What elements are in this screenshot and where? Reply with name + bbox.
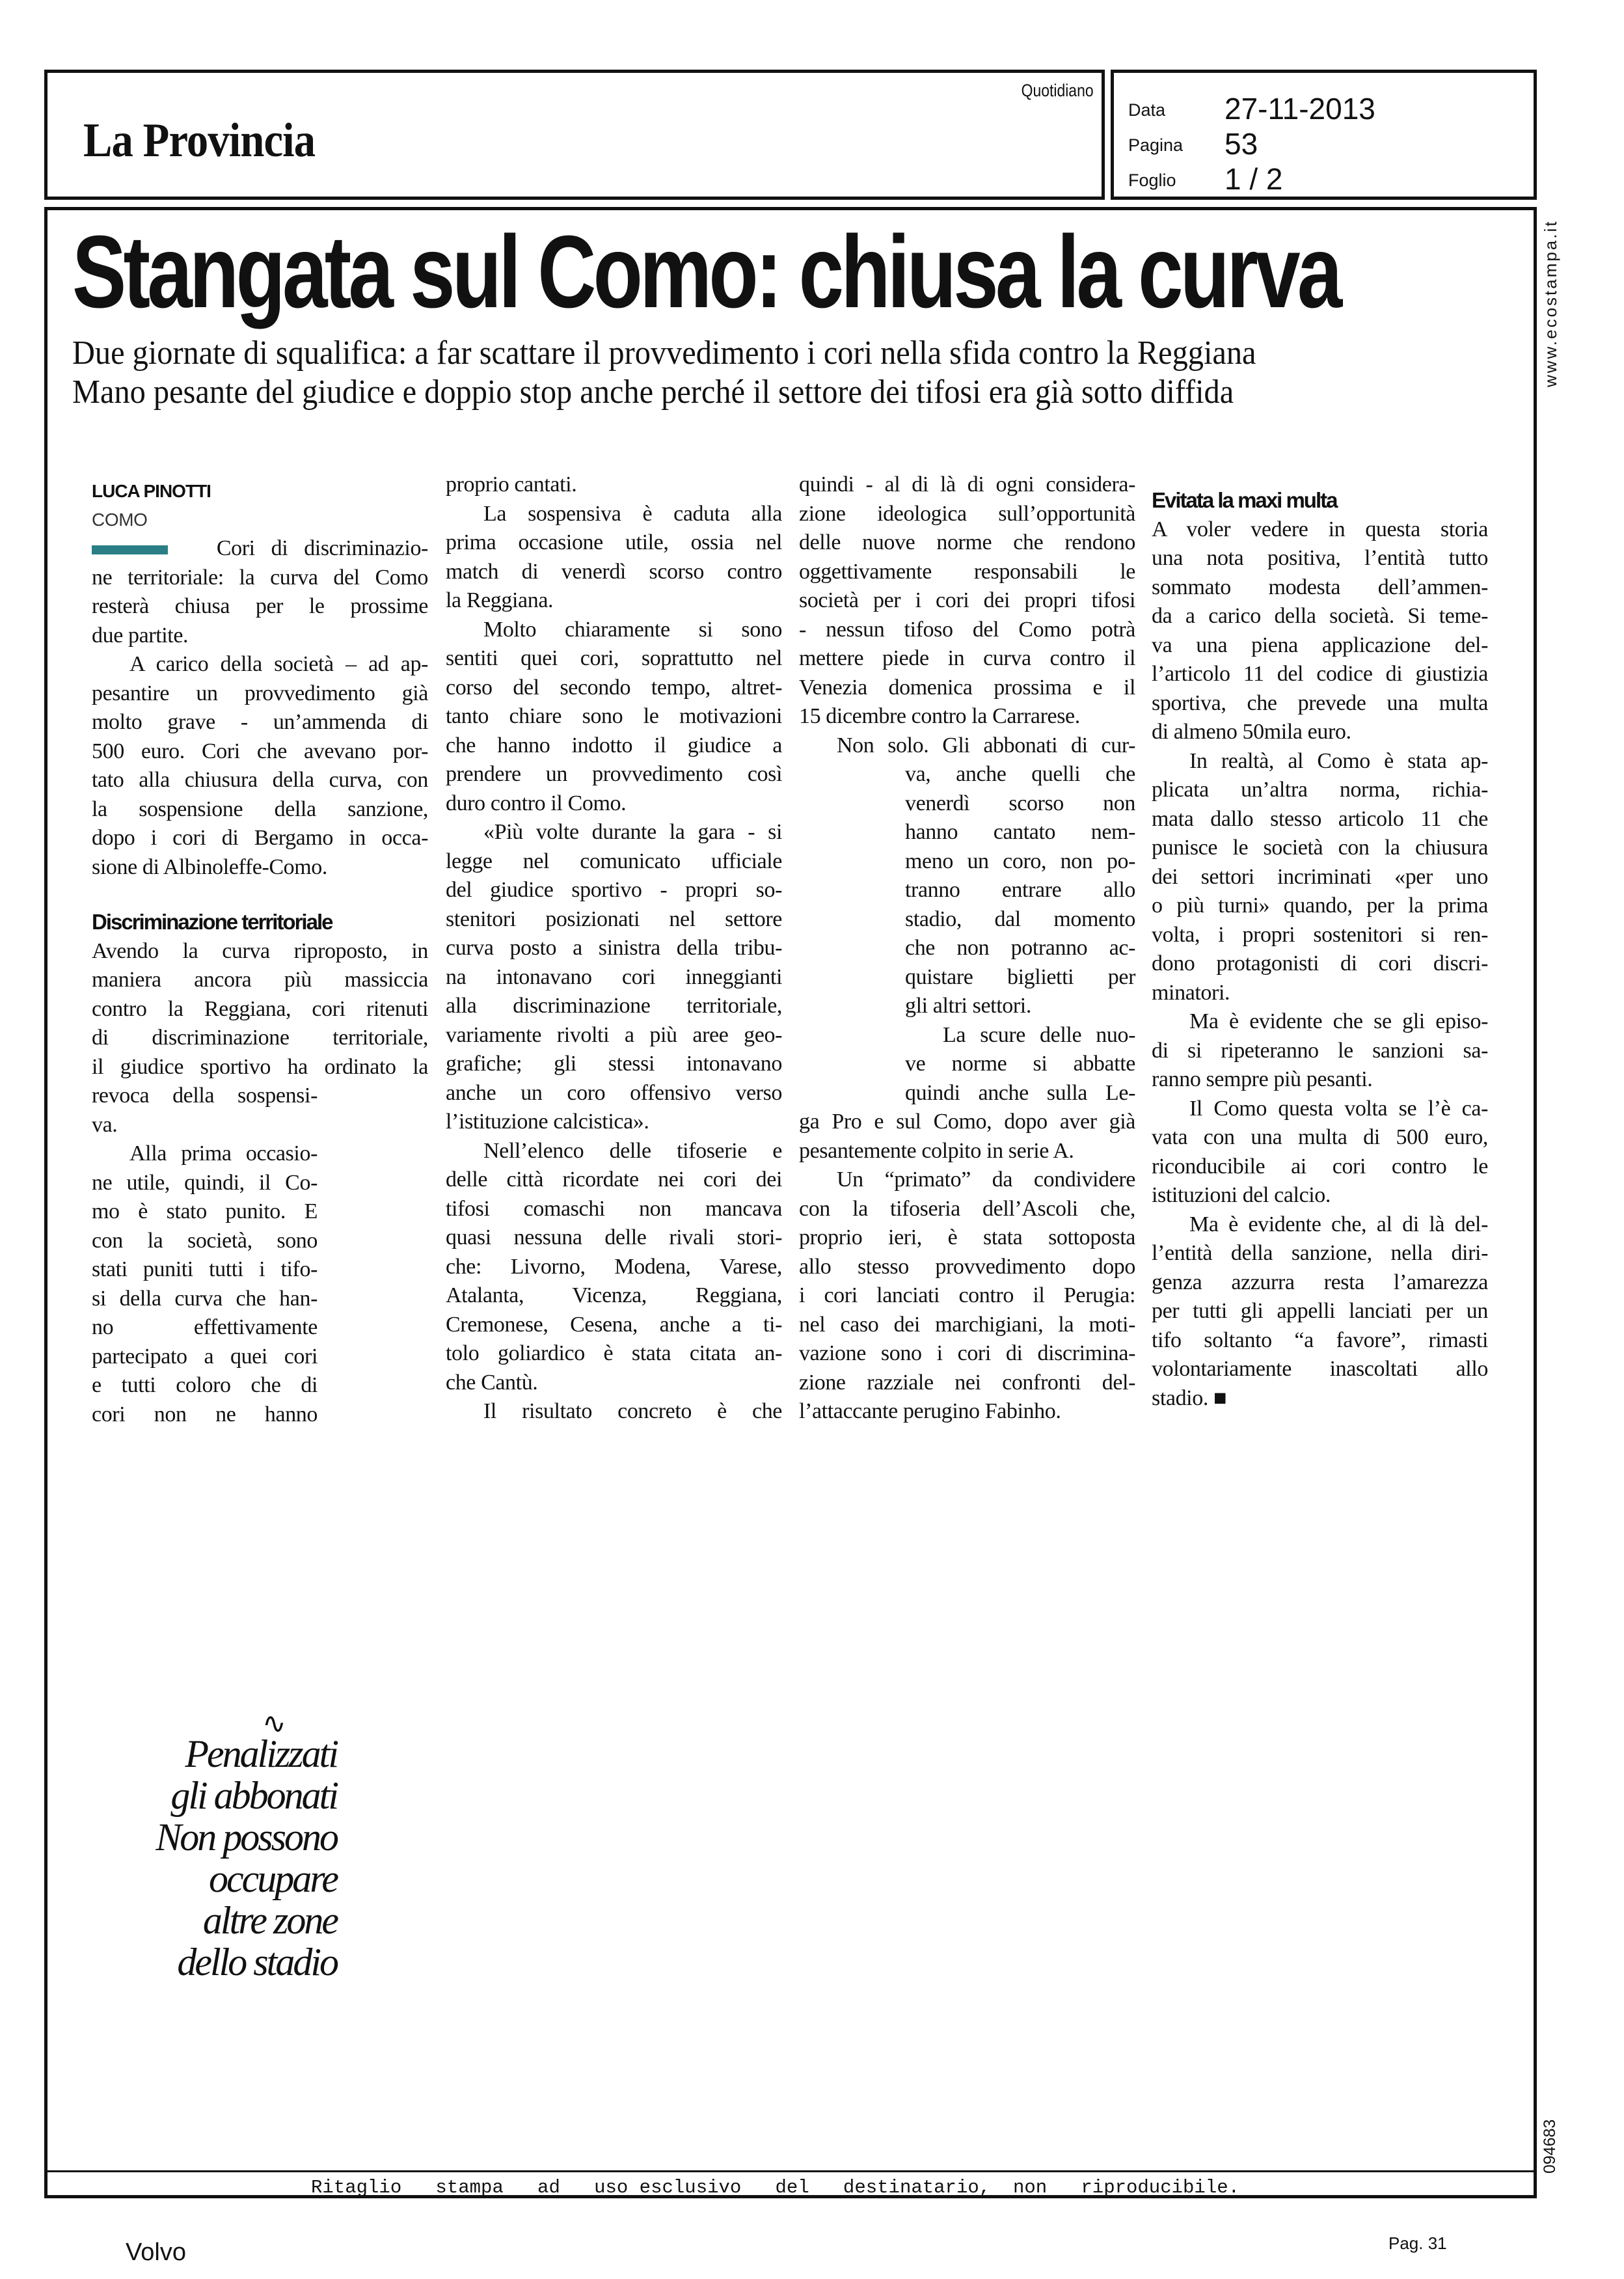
text-line: venerdì scorso non — [905, 791, 1135, 815]
section-heading: Discriminazione territoriale — [92, 910, 332, 934]
text-line: ne territoriale: la curva del Como — [92, 565, 428, 590]
text-line: quistare biglietti per — [905, 964, 1135, 989]
text-line: l’articolo 11 del codice di giustizia — [1152, 662, 1488, 686]
text-line: il giudice sportivo ha ordinato la — [92, 1054, 428, 1079]
text-line: proprio ieri, è stata sottoposta — [799, 1225, 1135, 1249]
text-line: Molto chiaramente si sono — [483, 617, 782, 642]
text-line: istituzioni del calcio. — [1152, 1183, 1331, 1207]
text-line: no effettivamente — [92, 1315, 318, 1339]
text-line: In realtà, al Como è stata ap- — [1189, 748, 1488, 773]
text-line: Ma è evidente che se gli episo- — [1189, 1009, 1488, 1033]
text-line: corso del secondo tempo, altret- — [446, 675, 782, 700]
text-line: va, anche quelli che — [905, 762, 1135, 786]
text-line: e tutti coloro che di — [92, 1373, 318, 1397]
text-line: Il Como questa volta se l’è ca- — [1189, 1096, 1488, 1121]
text-line-content: Cori di discriminazio- — [216, 536, 428, 560]
text-line: stati puniti tutti i tifo- — [92, 1257, 318, 1281]
meta-label: Foglio — [1128, 171, 1176, 190]
subtitle-line: Due giornate di squalifica: a far scattare il provvedimento i cori nella sfida contro la Reggiana — [72, 334, 1256, 372]
text-line: si della curva che han- — [92, 1286, 318, 1311]
article-column-3 — [799, 471, 1135, 1426]
text-line: meno un coro, non po- — [905, 849, 1135, 873]
text-line: l’attaccante perugino Fabinho. — [799, 1399, 1061, 1423]
text-line: Nell’elenco delle tifoserie e — [483, 1138, 782, 1163]
pull-quote-line: altre zone — [202, 1899, 337, 1942]
text-line: variamente rivolti a più aree geo- — [446, 1022, 782, 1047]
text-line: volontariamente inascoltati allo — [1152, 1357, 1488, 1381]
text-line: plicata un’altra norma, richia- — [1152, 778, 1488, 802]
text-line: delle città ricordate nei cori dei — [446, 1167, 782, 1192]
article-column-4 — [1152, 486, 1488, 1413]
text-line: A voler vedere in questa storia — [1152, 517, 1488, 541]
text-line: revoca della sospensi- — [92, 1084, 318, 1108]
text-line: la sospensione della sanzione, — [92, 797, 428, 821]
text-line: ve norme si abbatte — [905, 1052, 1135, 1076]
text-line: che hanno indotto il giudice a — [446, 733, 782, 757]
text-line: pesantemente colpito in serie A. — [799, 1138, 1074, 1163]
text-line: volta, i propri sostenitori si ren- — [1152, 922, 1488, 947]
pull-quote-line: dello stadio — [177, 1941, 337, 1984]
text-line: La scure delle nuo- — [943, 1022, 1135, 1047]
text-line: che non potranno ac- — [905, 936, 1135, 960]
text-line: di discriminazione territoriale, — [92, 1026, 428, 1050]
text-line: Un “primato” da condividere — [837, 1167, 1135, 1192]
publication-logo: La Provincia — [83, 114, 316, 167]
meta-label: Data — [1128, 100, 1166, 120]
clip-code: 094683 — [1541, 2119, 1559, 2174]
text-line: quindi anche sulla Le- — [905, 1080, 1135, 1105]
text-line: che Cantù. — [446, 1370, 538, 1395]
text-line: stadio. ■ — [1152, 1385, 1227, 1410]
text-line: grafiche; gli stessi intonavano — [446, 1052, 782, 1076]
text-line: - nessun tifoso del Como potrà — [799, 617, 1135, 642]
text-line: mo è stato punito. E — [92, 1199, 318, 1223]
text-line: o più turni» quando, per la prima — [1152, 894, 1488, 918]
text-line: stenitori posizionati nel settore — [446, 907, 782, 931]
accent-bar — [92, 545, 168, 554]
text-line: delle nuove norme che rendono — [799, 530, 1135, 554]
text-line: i cori lanciati contro il Perugia: — [799, 1283, 1135, 1307]
text-line: A carico della società – ad ap- — [129, 652, 428, 676]
text-line: mettere piede in curva contro il — [799, 646, 1135, 670]
text-line: dopo i cori di Bergamo in occa- — [92, 826, 428, 850]
text-line: contro la Reggiana, cori ritenuti — [92, 996, 428, 1021]
text-line: partecipato a quei cori — [92, 1344, 318, 1369]
page-number: Pag. 31 — [1388, 2233, 1447, 2253]
article-column-1 — [92, 477, 428, 1429]
text-line: nel caso dei marchigiani, la moti- — [799, 1312, 1135, 1337]
text-line: dono protagonisti di cori discri- — [1152, 951, 1488, 976]
text-line: una nota positiva, l’entità tutto — [1152, 546, 1488, 570]
text-line: sportiva, che prevede una multa — [1152, 690, 1488, 715]
ornament-icon: ∿ — [262, 1708, 286, 1740]
text-line: vazione sono i cori di discrimina- — [799, 1341, 1135, 1365]
text-line: tolo goliardico è stata citata an- — [446, 1341, 782, 1365]
text-line: molto grave - un’ammenda di — [92, 710, 428, 734]
masthead-box — [44, 70, 1105, 200]
meta-value: 27-11-2013 — [1225, 92, 1375, 126]
text-line: Alla prima occasio- — [129, 1141, 318, 1166]
text-line: gli altri settori. — [905, 994, 1031, 1018]
text-line: va. — [92, 1112, 118, 1137]
text-line: che: Livorno, Modena, Varese, — [446, 1254, 782, 1279]
text-line: cori non ne hanno — [92, 1402, 318, 1426]
meta-label: Pagina — [1128, 135, 1184, 155]
text-line: riconducibile ai cori contro le — [1152, 1154, 1488, 1179]
text-line: di almeno 50mila euro. — [1152, 720, 1351, 744]
text-line: vata con una multa di 500 euro, — [1152, 1125, 1488, 1149]
text-line: La sospensiva è caduta alla — [483, 501, 782, 526]
byline-location: COMO — [92, 510, 148, 530]
text-line: Avendo la curva riproposto, in — [92, 938, 428, 963]
text-line: l’istituzione calcistica». — [446, 1110, 649, 1134]
text-line: va una piena applicazione del- — [1152, 633, 1488, 657]
text-line: Atalanta, Vicenza, Reggiana, — [446, 1283, 782, 1307]
text-line: sione di Albinoleffe-Como. — [92, 854, 327, 879]
text-line: tifosi comaschi non mancava — [446, 1196, 782, 1221]
text-line: per tutti gli appelli lanciati per un — [1152, 1299, 1488, 1323]
text-line: quindi - al di là di ogni considera- — [799, 472, 1135, 497]
text-line: allo stesso provvedimento dopo — [799, 1254, 1135, 1279]
text-line: Non solo. Gli abbonati di cur- — [837, 733, 1135, 757]
text-line: alla discriminazione territoriale, — [446, 994, 782, 1018]
text-line: l’entità della sanzione, nella diri- — [1152, 1241, 1488, 1265]
text-line — [92, 534, 428, 564]
text-line: ranno sempre più pesanti. — [1152, 1067, 1373, 1091]
pull-quote-line: Penalizzati — [185, 1732, 337, 1775]
text-line: genza azzurra resta l’amarezza — [1152, 1270, 1488, 1294]
text-line: resterà chiusa per le prossime — [92, 594, 428, 618]
text-line: prima occasione utile, ossia nel — [446, 530, 782, 554]
text-line: duro contro il Como. — [446, 791, 627, 815]
text-line: oggettivamente responsabili le — [799, 559, 1135, 584]
text-line: del giudice sportivo - propri so- — [446, 878, 782, 902]
section-heading: Evitata la maxi multa — [1152, 488, 1337, 512]
text-line: sommato modesta dell’ammen- — [1152, 575, 1488, 599]
pull-quote-line: Non possono — [156, 1816, 337, 1859]
text-line: Venezia domenica prossima e il — [799, 675, 1135, 700]
text-line: legge nel comunicato ufficiale — [446, 849, 782, 873]
text-line: minatori. — [1152, 980, 1230, 1005]
text-line: punisce le società con la chiusura — [1152, 836, 1488, 860]
text-line: ne utile, quindi, il Co- — [92, 1170, 318, 1195]
client-name: Volvo — [126, 2239, 186, 2266]
subtitle-line: Mano pesante del giudice e doppio stop anche perché il settore dei tifosi era già sotto diffida — [72, 374, 1234, 411]
text-line: tifo soltanto “a favore”, rimasti — [1152, 1328, 1488, 1352]
text-line: con la società, sono — [92, 1228, 318, 1253]
text-line: ga Pro e sul Como, dopo aver già — [799, 1110, 1135, 1134]
text-line: stadio, dal momento — [905, 907, 1135, 931]
text-line: hanno cantato nem- — [905, 820, 1135, 844]
text-line: tranno entrare allo — [905, 878, 1135, 902]
text-line: Il risultato concreto è che — [483, 1399, 782, 1423]
text-line: match di venerdì scorso contro — [446, 559, 782, 584]
text-line: quasi nessuna delle rivali stori- — [446, 1225, 782, 1249]
metadata-box — [1111, 70, 1537, 200]
copyright-notice: Ritaglio stampa ad uso esclusivo del destinatario, non riproducibile. — [311, 2177, 1240, 2198]
pull-quote — [106, 1733, 337, 1983]
text-line: 500 euro. Cori che avevano por- — [92, 739, 428, 763]
text-line: la Reggiana. — [446, 588, 554, 612]
text-line: tanto chiare sono le motivazioni — [446, 704, 782, 728]
text-line: «Più volte durante la gara - si — [483, 820, 782, 844]
text-line: prendere un provvedimento così — [446, 762, 782, 786]
article-box — [44, 207, 1537, 2198]
text-line: mata dallo stesso articolo 11 che — [1152, 806, 1488, 831]
text-line: società per i cori dei propri tifosi — [799, 588, 1135, 612]
text-line: pesantire un provvedimento già — [92, 681, 428, 705]
text-line: curva posto a sinistra della tribu- — [446, 936, 782, 960]
meta-value: 1 / 2 — [1225, 162, 1283, 196]
text-line: zione razziale nei confronti del- — [799, 1370, 1135, 1395]
headline: Stangata sul Como: chiusa la curva — [72, 215, 1340, 329]
text-line: tato alla chiusura della curva, con — [92, 768, 428, 792]
byline-author: LUCA PINOTTI — [92, 481, 211, 501]
text-line: 15 dicembre contro la Carrarese. — [799, 704, 1080, 728]
pull-quote-line: gli abbonati — [170, 1774, 337, 1817]
article-column-2 — [446, 471, 782, 1426]
pull-quote-line: occupare — [208, 1857, 337, 1900]
text-line: proprio cantati. — [446, 472, 577, 497]
text-line: con la tifoseria dell’Ascoli che, — [799, 1196, 1135, 1221]
text-line: di si ripeteranno le sanzioni sa- — [1152, 1038, 1488, 1063]
text-line: due partite. — [92, 623, 189, 648]
frequency-label: Quotidiano — [1021, 81, 1094, 100]
text-line: Cremonese, Cesena, anche a ti- — [446, 1312, 782, 1337]
text-line: na intonavano cori inneggianti — [446, 964, 782, 989]
text-line: Ma è evidente che, al di là del- — [1189, 1212, 1488, 1236]
text-line: zione ideologica sull’opportunità — [799, 501, 1135, 526]
watermark-url: www.ecostampa.it — [1541, 219, 1560, 387]
text-line: da a carico della società. Si teme- — [1152, 604, 1488, 628]
text-line: sentiti quei cori, soprattutto nel — [446, 646, 782, 670]
text-line: dei settori incriminati «per uno — [1152, 864, 1488, 889]
text-line: anche un coro offensivo verso — [446, 1080, 782, 1105]
text-line: maniera ancora più massiccia — [92, 968, 428, 992]
footer-divider — [47, 2170, 1534, 2172]
meta-value: 53 — [1225, 127, 1258, 161]
